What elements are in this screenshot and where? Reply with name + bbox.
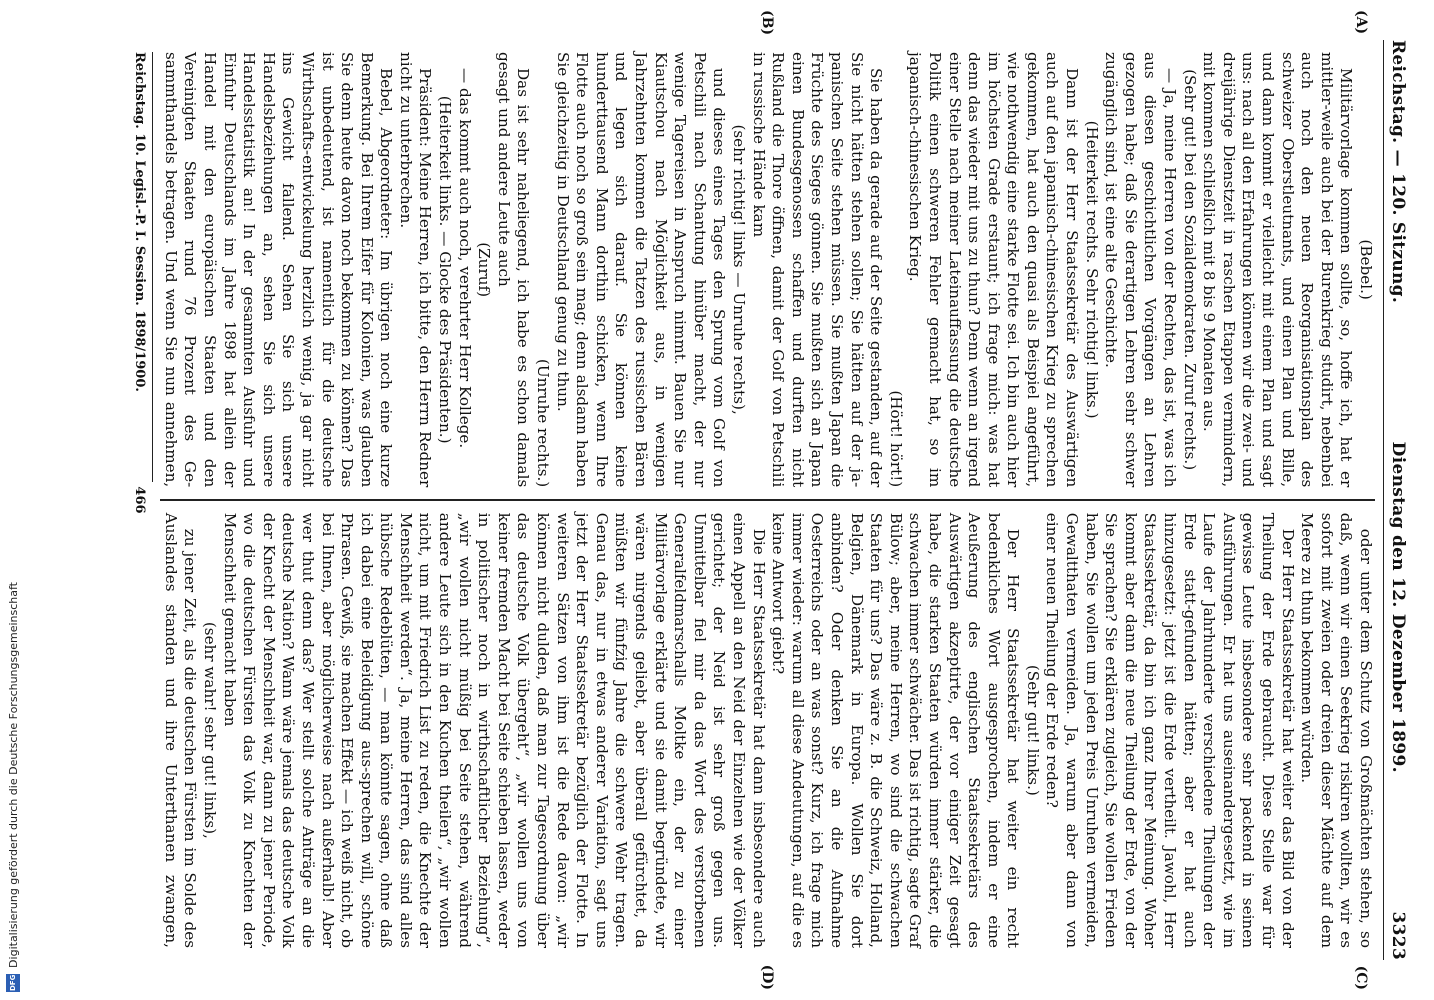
- digitization-sidebar: [2, 7, 24, 992]
- interjection: (Heiterkeit links. — Glocke des Präsidenten.): [436, 95, 455, 444]
- interjection: (sehr wahr! sehr gut! links),: [200, 621, 219, 839]
- header-center: Dienstag den 12. Dezember 1899.: [1388, 441, 1408, 773]
- footer-rule: [152, 52, 153, 482]
- dfg-logo-icon: DFG: [6, 974, 20, 992]
- margin-marker-d: (D): [759, 964, 775, 990]
- interjection: (Sehr gut! links.): [1023, 664, 1042, 796]
- paragraph: zu jener Zeit, als die deutschen Fürsten im Solde des Auslandes standen und ihre Unterthanen zwangen,: [161, 512, 200, 948]
- paragraph: Sie haben da gerade auf der Seite gestanden, auf der Sie nicht hätten stehen sollen; Sie hätten auf der ja-panischen Seite stehen müssen. Sie mußten Japan die Früchte des Sieges gönnen. Sie mußten sich an Japan einen Bundesgenossen schaffen und durften nicht Rußland die Thore öffnen, damit der Golf von Petschili in russische Hände kam: [749, 52, 886, 488]
- left-column: [160, 40, 1375, 499]
- paragraph: — das kommt auch noch, verehrter Herr Kollege.: [455, 68, 474, 449]
- header-page-number: 3323: [1388, 911, 1408, 960]
- paragraph: — Ja, meine Herren von der Rechten, das ist, was ich aus diesen geschichtlichen Vorgängen an Lehren gezogen habe; daß Sie derartigen Lehren sehr schwer zugänglich sind, ist eine alte Geschichte.: [1102, 52, 1180, 488]
- interjection: (Hört! hört!): [886, 390, 905, 488]
- interjection: (Zuruf): [475, 242, 494, 298]
- right-column: [160, 501, 1375, 960]
- margin-marker-b: (B): [759, 10, 775, 36]
- text-columns: [160, 10, 1375, 990]
- margin-marker-c: (C): [1353, 965, 1369, 990]
- running-head: [1383, 40, 1408, 960]
- header-left: Reichstag. — 120. Sitzung.: [1388, 40, 1408, 304]
- paragraph: Der Herr Staatssekretär hat weiter das Bild von der Theilung der Erde gebraucht. Diese Stelle war für gewisse Leute insbesondere sehr packend in seinen Ausführungen. Er hat uns auseinandergesetzt, wie im Laufe der Jahrhunderte verschiedene Theilungen der Erde statt-gefunden hätten; aber er hat auch hinzugesetzt: jetzt ist die Erde vertheilt. Jawohl, Herr Staatssekretär, da bin ich ganz Ihrer Meinung. Woher kommt aber dann die neue Theilung der Erde, von der Sie sprachen? Sie erklären zugleich, Sie wollen Frieden haben, Sie wollen um jeden Preis Unruhen vermeiden, Gewaltthaten vermeiden. Ja, warum aber dann von einer neuen Theilung der Erde reden?: [1043, 512, 1297, 948]
- footer-session-info: Reichstag. 10. Legisl.-P. I. Session. 1898/1900.: [132, 52, 147, 392]
- margin-marker-a: (A): [1353, 10, 1369, 35]
- paragraph: Der Herr Staatssekretär hat weiter ein recht bedenkliches Wort ausgesprochen, indem er eine Aeußerung des englischen Staatssekretärs des Auswärtigen akzeptirte, der vor einiger Zeit gesagt habe, die starken Staaten würden immer stärker, die schwachen immer schwächer. Das ist richtig, sagte Graf Bülow; aber, meine Herren, wo sind die schwachen Staaten für uns? Das wäre z. B. die Schweiz, Holland, Belgien, Dänemark in Europa. Wollen Sie dort anbinden? Oder denken Sie an die Aufnahme Oesterreichs oder an was sonst? Kurz, ich frage mich immer wieder: warum all diese Andeutungen, auf die es keine Antwort giebt?: [769, 512, 1023, 948]
- paragraph: und dieses eines Tages den Sprung vom Golf von Petschili nach Schantung hinüber macht, der nur wenige Tagereisen in Anspruch nimmt. Bauen Sie nur Kiautschou nach Möglichkeit aus, in wenigen Jahrzehnten kommen die Tatzen des russischen Bären und legen sich darauf. Sie können keine hunderttausend Mann dorthin schicken, wenn Ihre Flotte auch noch so groß sein mag; denn alsdann haben Sie gleichzeitig in Deutschland genug zu thun.: [553, 52, 729, 488]
- interjection: (Unruhe rechts.): [534, 358, 553, 488]
- paragraph: oder unter dem Schutz von Großmächten stehen, so daß, wenn wir einen Seekrieg riskiren wollten, wir es sofort mit zweien oder dreien dieser Mächte auf dem Meere zu thun bekommen würden.: [1298, 512, 1375, 948]
- interjection: (Sehr gut! bei den Sozialdemokraten. Zuruf rechts.): [1180, 69, 1199, 471]
- paragraph: Die Herr Staatssekretär hat dann insbesondere auch einen Appell an den Neid der Einzelnen wie der Völker gerichtet; der Neid ist sehr groß gegen uns. Unmittelbar fiel mir da das Wort des verstorbenen Generalfeldmarschalls Moltke ein, der zu einer Militärvorlage erklärte und sie damit begründete, wir wären nirgends geliebt, aber überall gefürchtet, da müßten wir fünfzig Jahre die schwere Wehr tragen. Genau das, nur in etwas anderer Variation, sagt uns jetzt der Herr Staatssekretär bezüglich der Flotte. In weiteren Sätzen von ihm ist die Rede davon: „wir können nicht dulden, daß man zur Tagesordnung über das deutsche Volk übergeht“, „wir wollen uns von keiner fremden Macht bei Seite schieben lassen, weder in politischer noch in wirthschaftlicher Beziehung“, „wir wollen nicht müßig bei Seite stehen, während andere Leute sich in den Kuchen theilen“, „wir wollen nicht, um mit Friedrich List zu reden, die Knechte der Menschheit werden“. Ja, meine Herren, das sind alles hübsche Redeblüten, — man könnte sagen, ohne daß ich dabei eine Beleidigung aus-sprechen will, schöne Phrasen. Gewiß, sie machen Effekt — ich weiß nicht, ob bei Ihnen, aber möglicherweise nach außerhalb! Aber wer thut denn das? Wer stellt solche Anträge an die deutsche Nation? Wann wäre jemals das deutsche Volk der Knecht der Menschheit war, dann zu jener Periode, wo die deutschen Fürsten das Volk zu Knechten der Menschheit gemacht haben: [220, 512, 768, 948]
- footer-page-number: 466: [132, 486, 147, 514]
- president-remark: Präsident: Meine Herren, ich bitte, den Herrn Redner nicht zu unterbrechen.: [396, 52, 435, 488]
- paragraph: Dann ist der Herr Staatssekretär des Auswärtigen auch auf den japanisch-chinesischen Krieg zu sprechen gekommen, hat auch den quasi als Beispiel angeführt, wie nothwendig eine starke Flotte sei. Ich bin auch hier im höchsten Grade erstaunt; ich frage mich: was hat denn das wieder mit uns zu thun? Denn wenn an irgend einer Stelle nach meiner Lateinauffassung die deutsche Politik einen schweren Fehler gemacht hat, so im japanisch-chinesischen Krieg.: [906, 52, 1082, 488]
- paragraph: Das ist sehr naheliegend, ich habe es schon damals gesagt und andere Leute auch: [494, 52, 533, 488]
- page-footer: [132, 52, 147, 948]
- scanned-page: [60, 0, 1430, 1000]
- paragraph: Militärvorlage kommen sollte, so, hoffe ich, hat er mittler-weile auch bei der Burenkrieg studirt, nebenbei auch noch den neuen Reorganisationsplan des schweizer Oberstleutnants, und einen Plan und Bille, und dann kommt er vielleicht mit einem Plan und sagt uns: nach all den Erfahrungen können wir die zwei- und dreijährige Dienstzeit in raschen Etappen vermindern, mit kommen schließlich mit 8 bis 9 Monaten aus.: [1200, 52, 1356, 488]
- funding-credit: Digitalisierung gefördert durch die Deutsche Forschungsgemeinschaft: [6, 582, 20, 968]
- interjection: (sehr richtig! links — Unruhe rechts),: [730, 124, 748, 415]
- speaker-label: (Bebel.): [1357, 239, 1375, 300]
- paragraph: Bebel, Abgeordneter: Im übrigen noch eine kurze Bemerkung. Bei Ihrem Eifer für Kolonien, was glauben Sie denn heute davon noch bekommen zu können? Das ist unbedeutend, ist namentlich für die deutsche Wirthschafts-entwickelung herzlich wenig, ja gar nicht ins Gewicht fallend. Sehen Sie sich unsere Handelsbeziehungen an, sehen Sie sich unsere Handelsstatistik an! In der gesammten Ausfuhr und Einfuhr Deutschlands im Jahre 1898 hat allein der Handel mit den europäischen Staaten und den Vereinigten Staaten rund 76 Prozent des Ge-sammthandels betragen. Und wenn Sie nun annehmen,: [161, 52, 396, 488]
- interjection: (Heiterkeit rechts. Sehr richtig! links.): [1082, 120, 1101, 419]
